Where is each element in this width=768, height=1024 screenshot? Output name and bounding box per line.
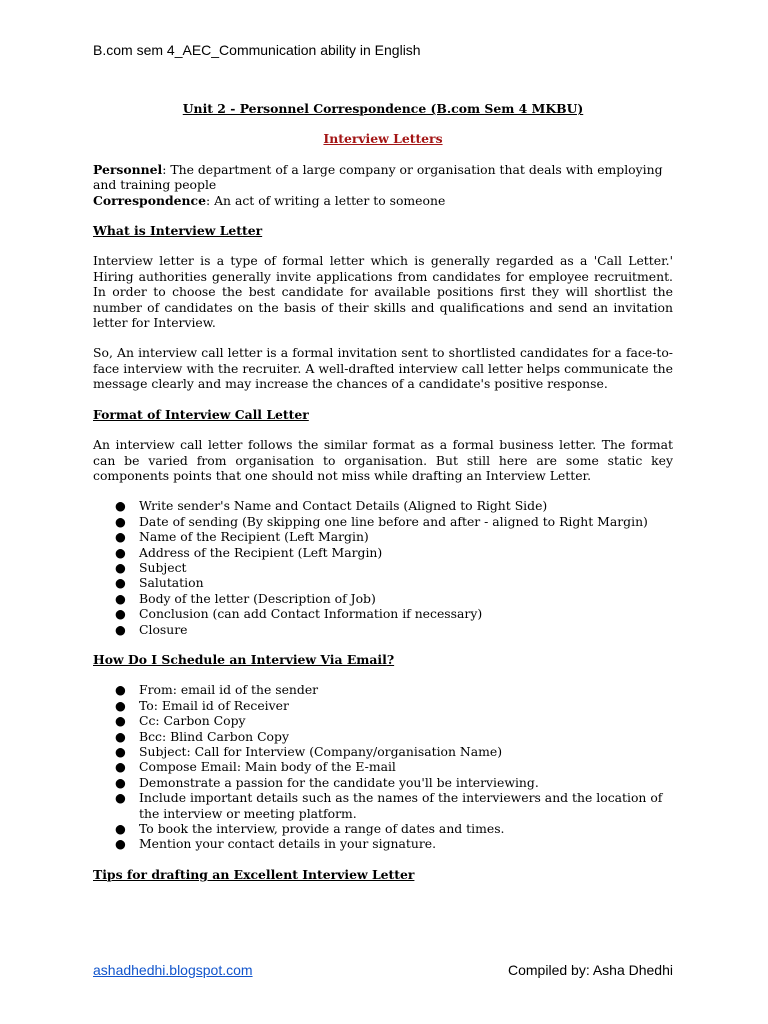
document-title: Unit 2 - Personnel Correspondence (B.com Sem 4 MKBU) (182, 101, 584, 116)
list-item-text: Salutation (139, 575, 204, 591)
bullet-icon: ● (115, 713, 126, 729)
list-item-text: Subject (139, 559, 187, 575)
bullet-icon: ● (115, 821, 126, 837)
bullet-icon: ● (115, 559, 126, 575)
list-item-text: Write sender's Name and Contact Details (Aligned to Right Side) (139, 498, 548, 514)
paragraph: So, An interview call letter is a formal invitation sent to shortlisted candidates for a face-to-face interview with the recruiter. A well-drafted interview call letter helps communicate the message clearly and may increase the chances of a candidate's positive response. (93, 345, 673, 392)
definitions (93, 162, 673, 208)
list-item (93, 682, 673, 697)
list-item (93, 759, 673, 774)
list-item-text: Subject: Call for Interview (Company/organisation Name) (139, 744, 503, 759)
bullet-icon: ● (115, 513, 126, 529)
list-item-text: Address of the Recipient (Left Margin) (139, 544, 383, 560)
section-heading-what-is: What is Interview Letter (93, 223, 263, 239)
list-item (93, 790, 673, 821)
list-item-text: Body of the letter (Description of Job) (139, 590, 376, 606)
bullet-icon: ● (115, 759, 126, 775)
bullet-icon: ● (115, 606, 126, 622)
list-item-text: Bcc: Blind Carbon Copy (139, 728, 289, 744)
list-item-text: Cc: Carbon Copy (139, 713, 246, 729)
definition-term: Personnel (93, 161, 163, 177)
list-item-text: From: email id of the sender (139, 682, 319, 698)
bullet-icon: ● (115, 498, 126, 514)
list-item-text: Name of the Recipient (Left Margin) (139, 529, 369, 545)
bullet-icon: ● (115, 682, 126, 698)
definition-text: : An act of writing a letter to someone (205, 192, 446, 208)
list-item-text: Date of sending (By skipping one line before and after - aligned to Right Margin) (139, 513, 648, 529)
list-item (93, 560, 673, 575)
list-item-text: Closure (139, 621, 188, 637)
section-heading-schedule (93, 652, 673, 667)
list-item-text: Demonstrate a passion for the candidate you'll be interviewing. (139, 774, 539, 790)
definition-text: : The department of a large company or organisation that deals with employing and training people (93, 161, 663, 193)
list-item-text: Compose Email: Main body of the E-mail (139, 759, 396, 775)
bullet-icon: ● (115, 590, 126, 606)
bullet-icon: ● (115, 836, 126, 852)
footer-compiled-by: Compiled by: Asha Dhedhi (508, 962, 673, 978)
list-item (93, 698, 673, 713)
list-item (93, 514, 673, 529)
bullet-icon: ● (115, 544, 126, 560)
list-item (93, 529, 673, 544)
bullet-icon: ● (115, 728, 126, 744)
section-heading-format: Format of Interview Call Letter (93, 406, 309, 422)
bullet-icon: ● (115, 744, 126, 759)
definition-personnel (93, 162, 673, 193)
section-heading-tips: Tips for drafting an Excellent Interview Letter (93, 866, 415, 882)
heading-suffix: ? (386, 651, 395, 667)
page-header: B.com sem 4_AEC_Communication ability in English (93, 42, 421, 58)
list-item-text: To: Email id of Receiver (139, 697, 289, 713)
list-item (93, 622, 673, 637)
bullet-icon: ● (115, 575, 126, 591)
list-item (93, 498, 673, 513)
list-item (93, 575, 673, 590)
paragraph: Interview letter is a type of formal letter which is generally regarded as a 'Call Letter.' Hiring authorities generally invite applications from candidates for employee recruitment. In order to choose the best candidate for available positions first they will shortlist the number of candidates on the basis of their skills and qualifications and send an invitation letter for Interview. (93, 253, 673, 331)
bullet-icon: ● (115, 697, 126, 713)
list-item (93, 591, 673, 606)
email-list (93, 682, 673, 851)
definition-term: Correspondence (93, 192, 206, 208)
list-item-text: Mention your contact details in your signature. (139, 836, 437, 852)
bullet-icon: ● (115, 790, 126, 806)
list-item (93, 606, 673, 621)
format-list (93, 498, 673, 637)
paragraph: An interview call letter follows the similar format as a formal business letter. The format can be varied from organisation to organisation. But still here are some static key components points that one should not miss while drafting an Interview Letter. (93, 437, 673, 483)
list-item-text: To book the interview, provide a range of dates and times. (139, 821, 505, 837)
list-item (93, 821, 673, 836)
document-body (93, 101, 673, 882)
list-item (93, 545, 673, 560)
list-item (93, 775, 673, 790)
list-item (93, 713, 673, 728)
list-item (93, 744, 673, 759)
list-item-text: Conclusion (can add Contact Information if necessary) (139, 606, 483, 622)
list-item-text: Include important details such as the names of the interviewers and the location of the interview or meeting platform. (139, 790, 663, 821)
list-item (93, 729, 673, 744)
footer-blog-link[interactable]: ashadhedhi.blogspot.com (93, 962, 253, 978)
document-subtitle: Interview Letters (323, 131, 443, 147)
list-item (93, 836, 673, 851)
bullet-icon: ● (115, 774, 126, 790)
definition-correspondence (93, 193, 673, 208)
bullet-icon: ● (115, 621, 126, 637)
bullet-icon: ● (115, 529, 126, 545)
heading-text: How Do I Schedule an Interview Via Email (93, 651, 387, 667)
